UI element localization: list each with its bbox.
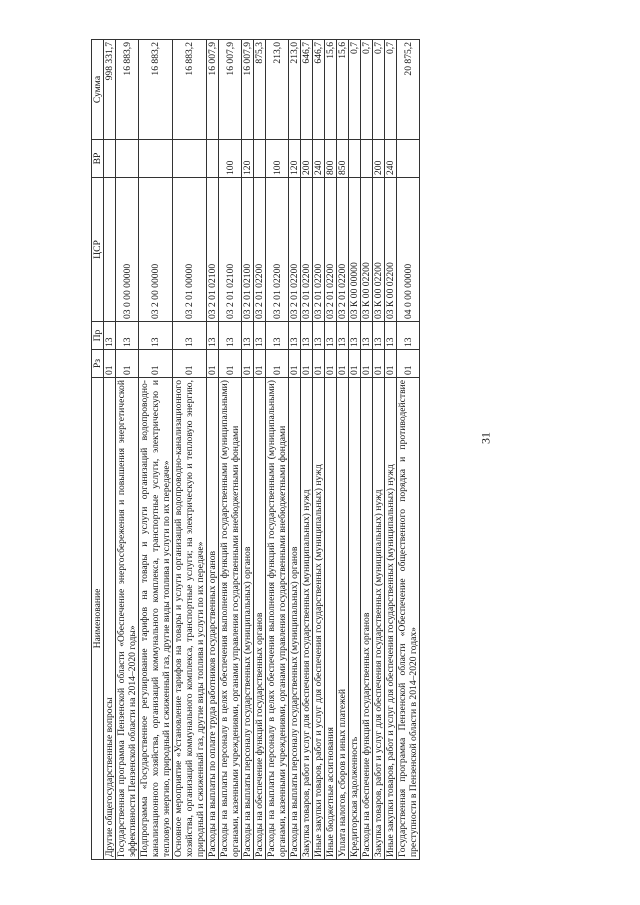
cell-pr: 13: [266, 322, 289, 350]
cell-name: Иные закупки товаров, работ и услуг для обеспечения государственных (муниципальных) нужд: [313, 378, 325, 860]
header-vr: ВР: [92, 140, 104, 178]
cell-name: Иные бюджетные ассигнования: [325, 378, 337, 860]
cell-pr: 13: [289, 322, 301, 350]
table-row: [313, 40, 325, 860]
cell-name: Основное мероприятие «Установление тарифов на товары и услуги организаций водопроводно-канализационного хозяйства, организаций коммунального комплекса, транспортные услуги; на электрическую и тепловую энергию, природный и сжиженный газ, другие виды топлива и услуги по их передаче»: [173, 378, 207, 860]
cell-rz: 01: [289, 350, 301, 378]
cell-name: Кредиторская задолженность: [349, 378, 361, 860]
table-row: [219, 40, 242, 860]
cell-sum: 15,6: [325, 40, 337, 140]
cell-rz: 01: [254, 350, 266, 378]
cell-sum: 0,7: [361, 40, 373, 140]
cell-pr: 13: [349, 322, 361, 350]
table-row: [104, 40, 116, 860]
cell-csr: 03 К 00 02200: [361, 178, 373, 322]
cell-csr: 03 2 01 00000: [173, 178, 207, 322]
page-number: 31: [478, 432, 493, 444]
cell-rz: 01: [219, 350, 242, 378]
cell-rz: 01: [313, 350, 325, 378]
cell-rz: 01: [385, 350, 397, 378]
header-name: Наименование: [92, 378, 104, 860]
cell-sum: 16 883,2: [139, 40, 173, 140]
cell-vr: [104, 140, 116, 178]
cell-pr: 13: [301, 322, 313, 350]
cell-csr: 03 К 00 00000: [349, 178, 361, 322]
table-row: [301, 40, 313, 860]
cell-vr: [116, 140, 139, 178]
cell-vr: 240: [385, 140, 397, 178]
cell-sum: 646,7: [301, 40, 313, 140]
cell-name: Расходы на выплаты персоналу государственных (муниципальных) органов: [289, 378, 301, 860]
cell-pr: 13: [116, 322, 139, 350]
cell-sum: 16 883,9: [116, 40, 139, 140]
cell-csr: 03 2 01 02100: [207, 178, 219, 322]
table-row: [361, 40, 373, 860]
cell-sum: 20 875,2: [397, 40, 420, 140]
cell-csr: 03 2 01 02200: [325, 178, 337, 322]
cell-vr: 120: [242, 140, 254, 178]
cell-name: Расходы на выплаты персоналу в целях обеспечения выполнения функций государственными (муниципальными) органами, казенными учреждениями, органами управления государственными внебюджетными фондами: [219, 378, 242, 860]
cell-pr: 13: [104, 322, 116, 350]
header-rz: Рз: [92, 350, 104, 378]
cell-vr: [349, 140, 361, 178]
table-row: [139, 40, 173, 860]
budget-table: [91, 39, 420, 860]
cell-csr: 03 2 01 02200: [254, 178, 266, 322]
cell-name: Расходы на выплаты по оплате труда работников государственных органов: [207, 378, 219, 860]
cell-name: Уплата налогов, сборов и иных платежей: [337, 378, 349, 860]
cell-rz: 01: [116, 350, 139, 378]
cell-sum: 213,0: [289, 40, 301, 140]
cell-vr: 800: [325, 140, 337, 178]
cell-sum: 16 007,9: [219, 40, 242, 140]
cell-csr: 03 2 01 02200: [301, 178, 313, 322]
cell-sum: 998 331,7: [104, 40, 116, 140]
cell-csr: 03 2 01 02100: [242, 178, 254, 322]
cell-vr: 100: [219, 140, 242, 178]
table-row: [207, 40, 219, 860]
cell-vr: [173, 140, 207, 178]
cell-rz: 01: [207, 350, 219, 378]
cell-csr: 03 2 01 02200: [313, 178, 325, 322]
cell-rz: 01: [337, 350, 349, 378]
cell-rz: 01: [173, 350, 207, 378]
cell-pr: 13: [219, 322, 242, 350]
cell-name: Другие общегосударственные вопросы: [104, 378, 116, 860]
cell-name: Государственная программа Пензенской области «Обеспечение общественного порядка и противодействие преступности в Пензенской области в 2014–2020 годах»: [397, 378, 420, 860]
cell-rz: 01: [139, 350, 173, 378]
cell-pr: 13: [373, 322, 385, 350]
header-sum: Сумма: [92, 40, 104, 140]
cell-rz: 01: [325, 350, 337, 378]
cell-sum: 16 007,9: [242, 40, 254, 140]
table-row: [266, 40, 289, 860]
cell-csr: 03 2 01 02200: [289, 178, 301, 322]
cell-vr: 850: [337, 140, 349, 178]
cell-rz: 01: [104, 350, 116, 378]
cell-name: Расходы на обеспечение функций государственных органов: [254, 378, 266, 860]
cell-csr: 03 2 01 02200: [266, 178, 289, 322]
cell-pr: 13: [337, 322, 349, 350]
cell-vr: 240: [313, 140, 325, 178]
cell-rz: 01: [349, 350, 361, 378]
cell-name: Расходы на выплаты персоналу государственных (муниципальных) органов: [242, 378, 254, 860]
cell-vr: [207, 140, 219, 178]
header-pr: Пр: [92, 322, 104, 350]
table-row: [325, 40, 337, 860]
cell-csr: 04 0 00 00000: [397, 178, 420, 322]
cell-name: Иные закупки товаров, работ и услуг для обеспечения государственных (муниципальных) нужд: [385, 378, 397, 860]
cell-sum: 0,7: [349, 40, 361, 140]
cell-csr: 03 2 01 02200: [337, 178, 349, 322]
cell-rz: 01: [361, 350, 373, 378]
cell-csr: 03 К 00 02200: [385, 178, 397, 322]
table-row: [373, 40, 385, 860]
table-row: [173, 40, 207, 860]
cell-csr: 03 2 00 00000: [139, 178, 173, 322]
table-row: [385, 40, 397, 860]
table-row: [349, 40, 361, 860]
cell-name: Расходы на выплаты персоналу в целях обеспечения выполнения функций государственными (муниципальными) органами, казенными учреждениями, органами управления государственными внебюджетными фондами: [266, 378, 289, 860]
cell-csr: [104, 178, 116, 322]
cell-vr: [361, 140, 373, 178]
cell-vr: [139, 140, 173, 178]
cell-vr: 120: [289, 140, 301, 178]
cell-sum: 0,7: [385, 40, 397, 140]
cell-pr: 13: [242, 322, 254, 350]
cell-csr: 03 К 00 02200: [373, 178, 385, 322]
cell-vr: 200: [373, 140, 385, 178]
cell-name: Государственная программа Пензенской области «Обеспечение энергосбережения и повышения энергетической эффективности Пензенской области на 2014–2020 годы»: [116, 378, 139, 860]
cell-rz: 01: [242, 350, 254, 378]
table-row: [289, 40, 301, 860]
cell-pr: 13: [173, 322, 207, 350]
cell-rz: 01: [373, 350, 385, 378]
cell-pr: 13: [361, 322, 373, 350]
cell-name: Закупка товаров, работ и услуг для обеспечения государственных (муниципальных) нужд: [373, 378, 385, 860]
cell-name: Подпрограмма «Государственное регулирование тарифов на товары и услуги организаций водопроводно-канализационного хозяйства, организаций коммунального комплекса, транспортные услуги, электрическую и тепловую энергию, природный и сжиженный газ, другие виды топлива и услуги по их передаче»: [139, 378, 173, 860]
cell-csr: 03 2 01 02100: [219, 178, 242, 322]
table-row: [397, 40, 420, 860]
cell-sum: 0,7: [373, 40, 385, 140]
table-header-row: [92, 40, 104, 860]
header-csr: ЦСР: [92, 178, 104, 322]
cell-pr: 13: [325, 322, 337, 350]
cell-sum: 213,0: [266, 40, 289, 140]
table-row: [254, 40, 266, 860]
table-row: [242, 40, 254, 860]
cell-vr: 200: [301, 140, 313, 178]
cell-name: Закупка товаров, работ и услуг для обеспечения государственных (муниципальных) нужд: [301, 378, 313, 860]
table-row: [337, 40, 349, 860]
cell-vr: 100: [266, 140, 289, 178]
cell-sum: 646,7: [313, 40, 325, 140]
cell-pr: 13: [397, 322, 420, 350]
cell-pr: 13: [385, 322, 397, 350]
cell-sum: 16 007,9: [207, 40, 219, 140]
cell-pr: 13: [254, 322, 266, 350]
cell-csr: 03 0 00 00000: [116, 178, 139, 322]
table-body: [104, 40, 420, 860]
rotated-table-wrapper: [91, 40, 616, 860]
cell-rz: 01: [266, 350, 289, 378]
table-row: [116, 40, 139, 860]
cell-pr: 13: [313, 322, 325, 350]
cell-pr: 13: [207, 322, 219, 350]
cell-pr: 13: [139, 322, 173, 350]
cell-vr: [397, 140, 420, 178]
cell-sum: 16 883,2: [173, 40, 207, 140]
cell-name: Расходы на обеспечение функций государственных органов: [361, 378, 373, 860]
cell-sum: 15,6: [337, 40, 349, 140]
cell-rz: 01: [397, 350, 420, 378]
cell-rz: 01: [301, 350, 313, 378]
cell-vr: [254, 140, 266, 178]
cell-sum: 875,3: [254, 40, 266, 140]
